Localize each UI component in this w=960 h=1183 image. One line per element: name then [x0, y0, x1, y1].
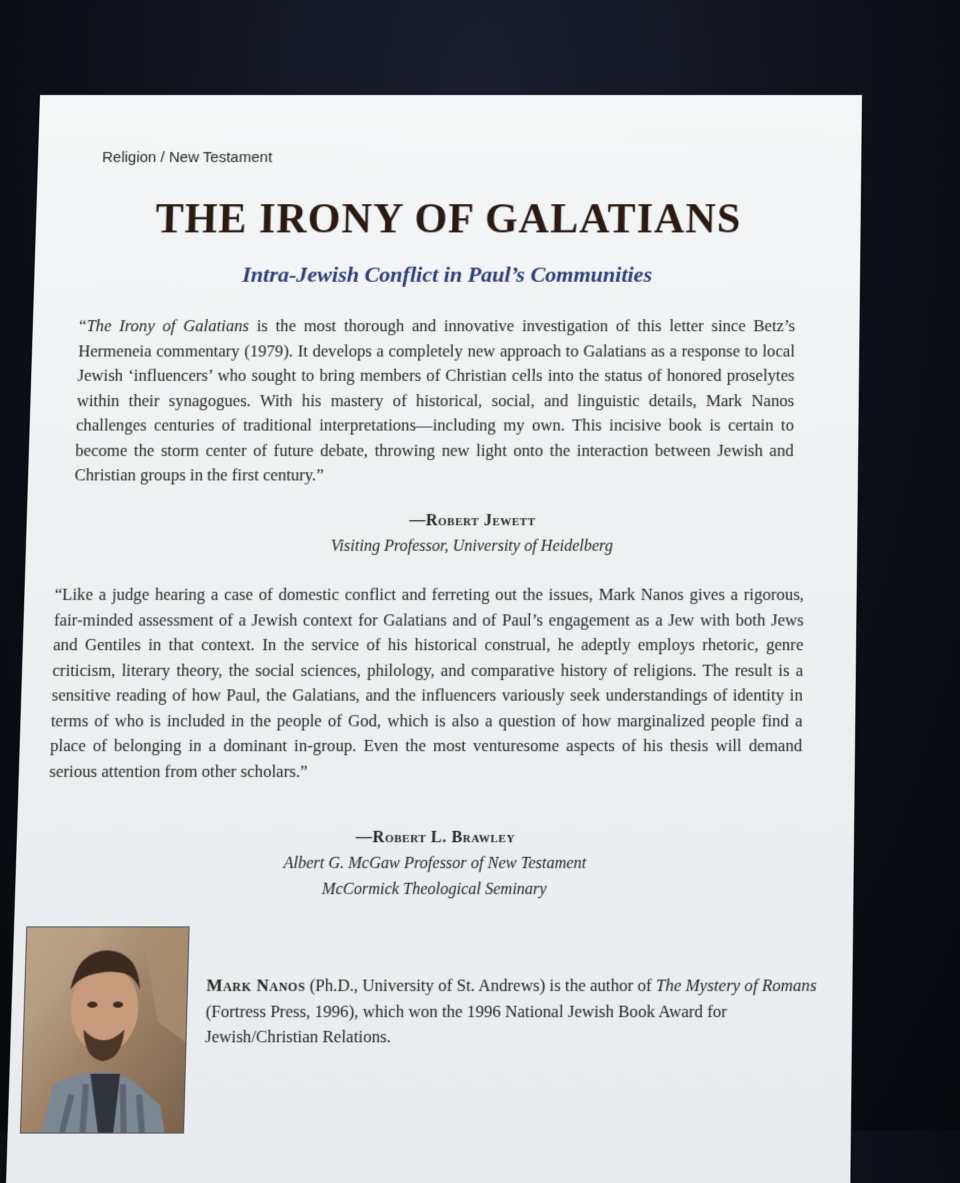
endorsement-attribution-1: [56, 509, 888, 559]
author-prior-book: The Mystery of Romans: [655, 975, 817, 996]
bio-text-2: (Fortress Press, 1996), which won the 1996 National Jewish Book Award for Jewish/Christian Relations.: [204, 1000, 728, 1047]
author-photo: [20, 926, 190, 1133]
book-subtitle: Intra-Jewish Conflict in Paul’s Communities: [242, 261, 653, 287]
category-label: Religion / New Testament: [101, 149, 273, 167]
quote-open-mark: “: [78, 316, 87, 336]
quote-book-title: The Irony of Galatians: [86, 316, 250, 336]
endorsement-quote-1: [74, 314, 795, 488]
author-name: Mark Nanos: [206, 975, 306, 996]
endorser-role: Visiting Professor, University of Heidelberg: [330, 537, 614, 555]
endorser-name: —Robert L. Brawley: [355, 828, 516, 847]
book-title: THE IRONY OF GALATIANS: [154, 196, 742, 243]
book-back-cover: [6, 95, 862, 1183]
endorsement-quote-2: “Like a judge hearing a case of domestic conflict and ferreting out the issues, Mark Nanos gives a rigorous, fair-minded assessment of a Jewish context for Galatians and of Paul’s engagement as a Jew with both Jews and Gentiles in that context. In the service of his historical construal, he adeptly employs rhetoric, genre criticism, literary theory, the social sciences, philology, and comparative history of religions. The result is a sensitive reading of how Paul, the Galatians, and the influencers variously seek understandings of identity in terms of who is included in the people of God, which is also a question of how marginalized people find a place of belonging in a dominant in-group. Even the most venturesome aspects of his thesis will demand serious attention from other scholars.”: [49, 584, 805, 781]
endorser-role-line2: McCormick Theological Seminary: [321, 880, 547, 899]
author-portrait-image: [21, 927, 189, 1132]
bio-text-1: (Ph.D., University of St. Andrews) is the author of: [305, 975, 657, 996]
author-bio: [205, 973, 820, 1050]
endorsement-attribution-2: [15, 826, 854, 903]
endorser-role-line1: Albert G. McGaw Professor of New Testament: [283, 854, 587, 873]
quote-text: is the most thorough and innovative investigation of this letter since Betz’s Hermeneia commentary (1979). It develops a completely new approach to Galatians as a response to local Jewish ‘influencers’ who sought to bring members of Christian cells into the status of honored proselytes within their synagogues. With his mastery of historical, social, and linguistic details, Mark Nanos challenges centuries of traditional interpretations—including my own. This incisive book is certain to become the storm center of future debate, throwing new light onto the interaction between Jewish and Christian groups in the first century.”: [74, 316, 796, 485]
endorser-name: —Robert Jewett: [409, 512, 536, 530]
